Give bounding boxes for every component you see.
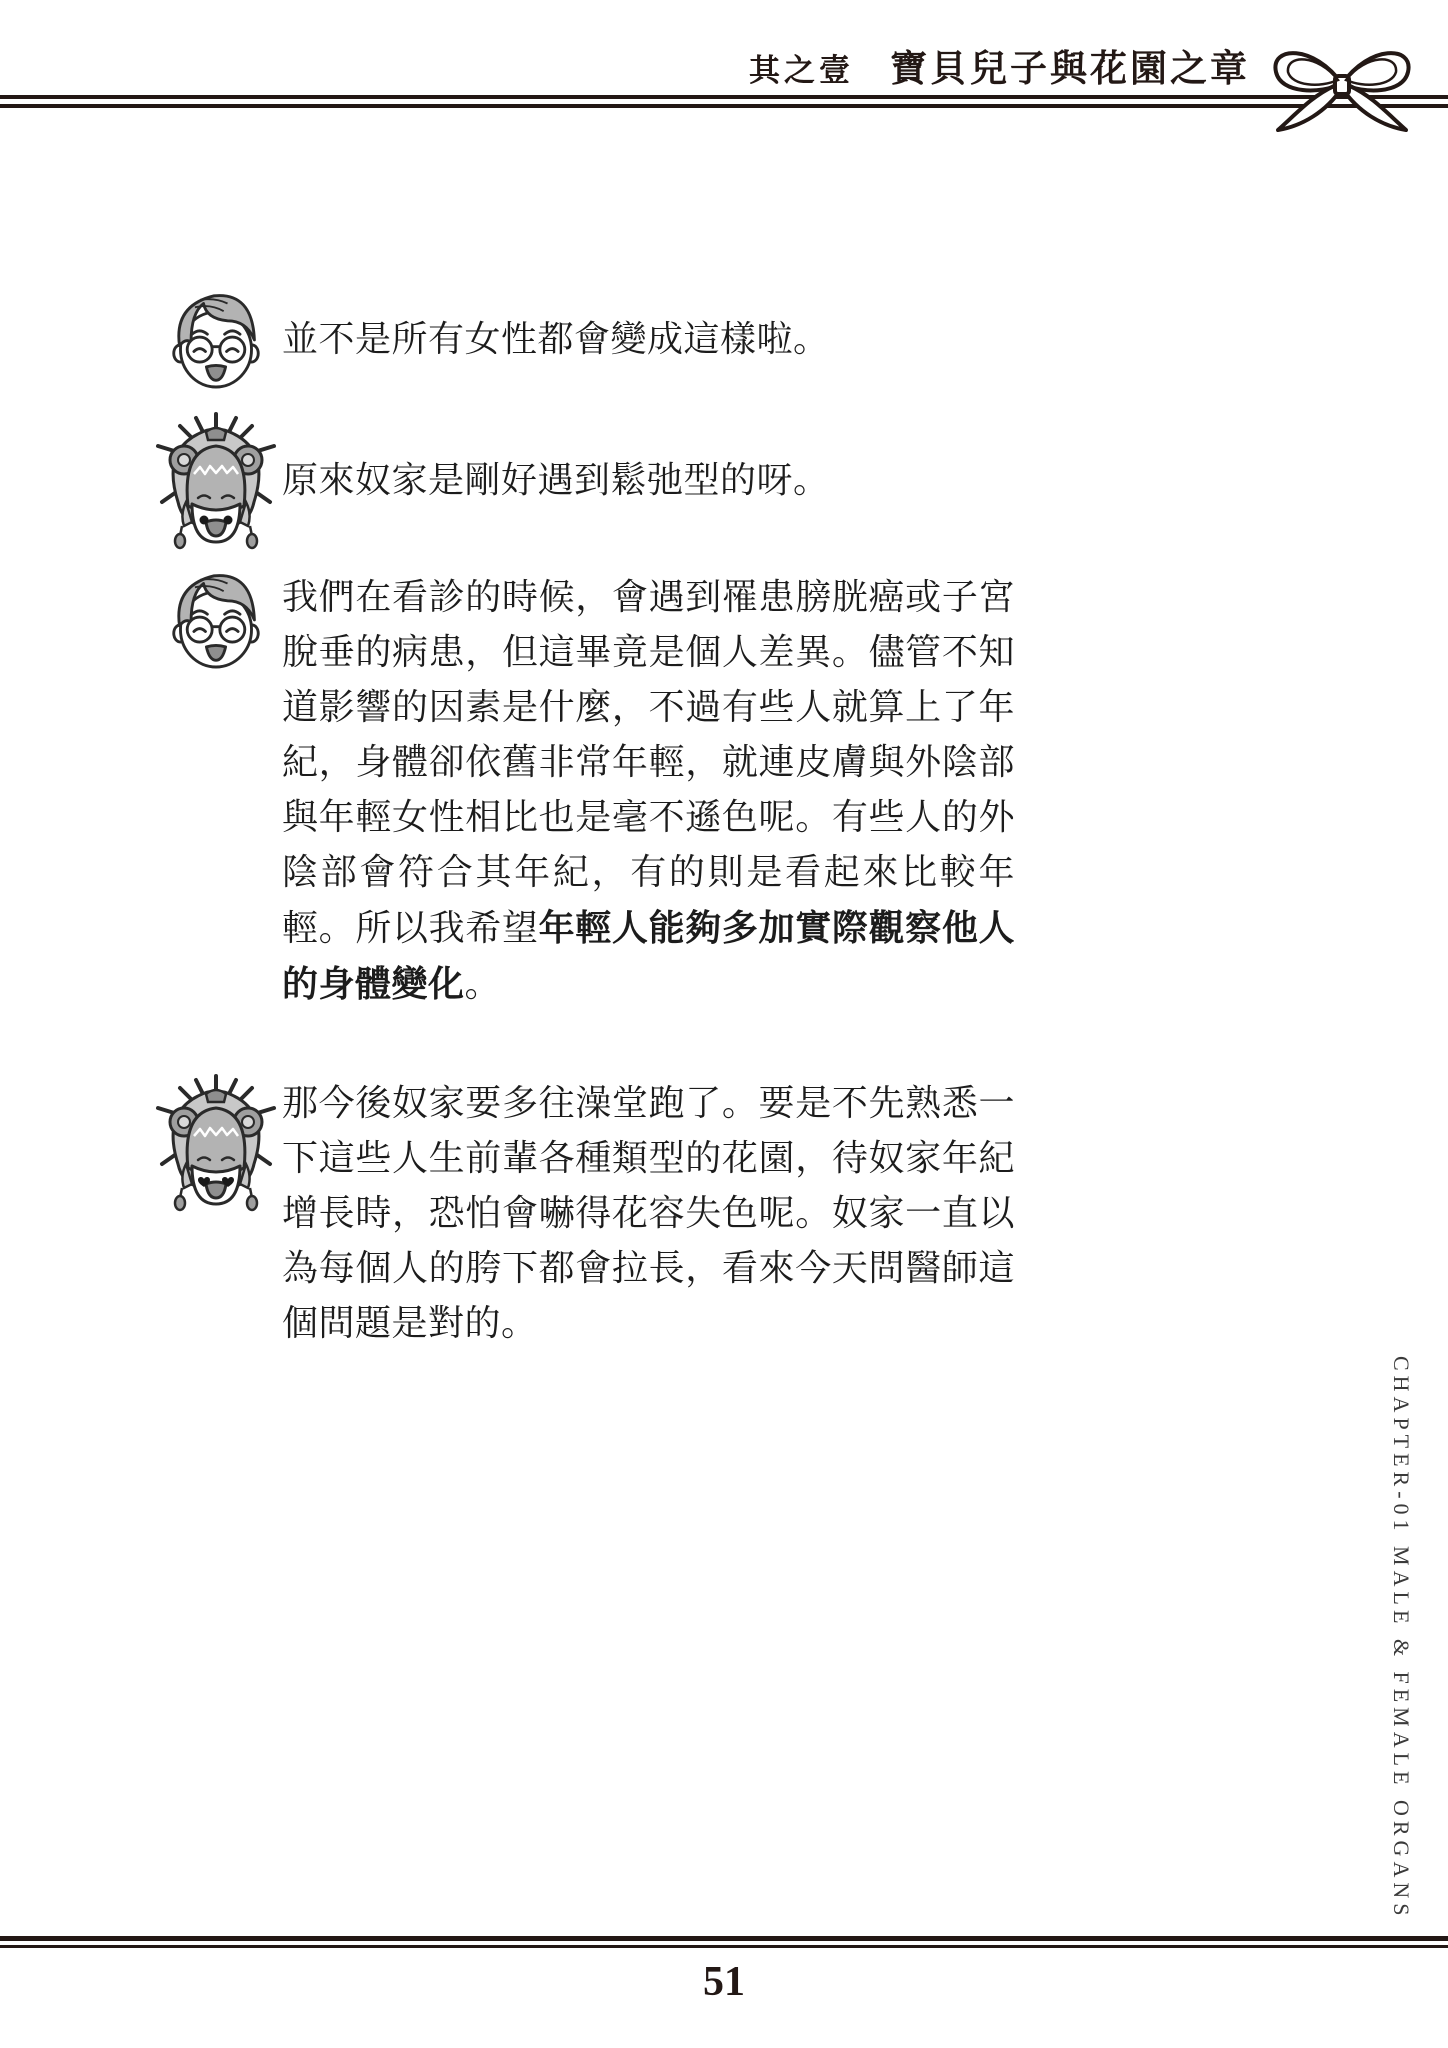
dialogue-row-doctor-2 — [150, 566, 1030, 1012]
doctor-avatar-icon — [150, 286, 282, 392]
ribbon-bow-icon — [1256, 30, 1434, 134]
doctor-speech-2-period: 。 — [464, 964, 502, 1004]
courtesan-heart-eyes-avatar-icon — [150, 1072, 282, 1212]
dialogue-row-doctor-1 — [150, 286, 1030, 392]
doctor-speech-1: 並不是所有女性都會變成這樣啦。 — [282, 318, 830, 359]
chapter-number-label: 其之壹 — [749, 53, 854, 88]
dialogue-section — [150, 286, 1030, 1365]
chapter-title: 寶貝兒子與花園之章 — [890, 48, 1250, 89]
page-header — [749, 38, 1250, 92]
doctor-avatar-icon — [150, 566, 282, 672]
doctor-speech-2-plain: 我們在看診的時候，會遇到罹患膀胱癌或子宮脫垂的病患，但這畢竟是個人差異。儘管不知道影響的因素是什麼，不過有些人就算上了年紀，身體卻依舊非常年輕，就連皮膚與外陰部與年輕女性相比也是毫不遜色呢。有些人的外陰部會符合其年紀，有的則是看起來比較年輕。所以我希望 — [282, 577, 1015, 948]
courtesan-speech-2: 那今後奴家要多往澡堂跑了。要是不先熟悉一下這些人生前輩各種類型的花園，待奴家年紀增長時，恐怕會嚇得花容失色呢。奴家一直以為每個人的胯下都會拉長，看來今天問醫師這個問題是對的。 — [282, 1083, 1015, 1343]
doctor-speech-2-emphasis: 年輕人能夠多加實際觀察他人的身體變化 — [282, 907, 1015, 1004]
top-double-rule — [0, 95, 1448, 108]
courtesan-avatar-icon — [150, 410, 282, 550]
courtesan-speech-1: 原來奴家是剛好遇到鬆弛型的呀。 — [282, 459, 830, 500]
page-number: 51 — [703, 1959, 745, 2005]
dialogue-row-courtesan-1 — [150, 410, 1030, 550]
chapter-side-caption: CHAPTER-01 MALE & FEMALE ORGANS — [1389, 1356, 1414, 1921]
doctor-speech-2 — [282, 570, 1015, 1012]
bottom-double-rule — [0, 1936, 1448, 1948]
dialogue-row-courtesan-2 — [150, 1072, 1030, 1351]
